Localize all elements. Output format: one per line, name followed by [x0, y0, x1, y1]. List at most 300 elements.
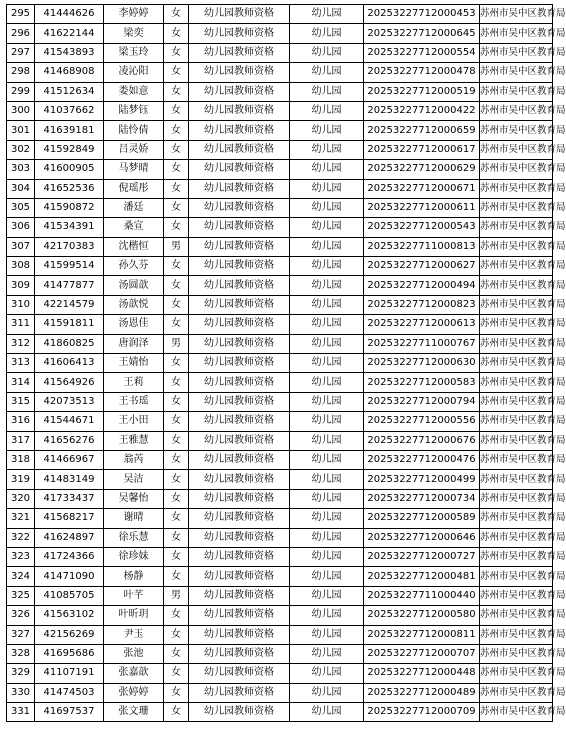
- issuing-authority-cell: 苏州市吴中区教育局: [480, 625, 553, 644]
- issuing-authority-cell: 苏州市吴中区教育局: [480, 218, 553, 237]
- qualification-type-cell: 幼儿园教师资格: [189, 373, 290, 392]
- qualification-type-cell: 幼儿园教师资格: [189, 625, 290, 644]
- qualification-type-cell: 幼儿园教师资格: [189, 450, 290, 469]
- applicant-id-cell: 41037662: [35, 101, 104, 120]
- certificate-number-cell: 20253227712000659: [364, 121, 480, 140]
- applicant-id-cell: 41592849: [35, 140, 104, 159]
- gender-cell: 女: [164, 354, 189, 373]
- gender-cell: 女: [164, 703, 189, 722]
- gender-cell: 女: [164, 43, 189, 62]
- applicant-id-cell: 41860825: [35, 334, 104, 353]
- qualification-type-cell: 幼儿园教师资格: [189, 101, 290, 120]
- issuing-authority-cell: 苏州市吴中区教育局: [480, 586, 553, 605]
- table-row: [7, 450, 553, 469]
- issuing-authority-cell: 苏州市吴中区教育局: [480, 509, 553, 528]
- qualification-type-cell: 幼儿园教师资格: [189, 703, 290, 722]
- issuing-authority-cell: 苏州市吴中区教育局: [480, 373, 553, 392]
- gender-cell: 男: [164, 334, 189, 353]
- row-seq-cell: 321: [7, 509, 35, 528]
- subject-cell: 幼儿园: [290, 354, 364, 373]
- row-seq-cell: 317: [7, 431, 35, 450]
- subject-cell: 幼儿园: [290, 24, 364, 43]
- subject-cell: 幼儿园: [290, 392, 364, 411]
- applicant-id-cell: 41543893: [35, 43, 104, 62]
- row-seq-cell: 306: [7, 218, 35, 237]
- qualification-type-cell: 幼儿园教师资格: [189, 412, 290, 431]
- applicant-name-cell: 吴馨怡: [104, 489, 164, 508]
- qualification-type-cell: 幼儿园教师资格: [189, 198, 290, 217]
- subject-cell: 幼儿园: [290, 567, 364, 586]
- applicant-id-cell: 41590872: [35, 198, 104, 217]
- subject-cell: 幼儿园: [290, 160, 364, 179]
- certificate-number-cell: 20253227712000448: [364, 664, 480, 683]
- table-row: [7, 24, 553, 43]
- certificate-number-cell: 20253227712000554: [364, 43, 480, 62]
- roster-body: [7, 5, 566, 722]
- issuing-authority-cell: 苏州市吴中区教育局: [480, 5, 553, 24]
- qualification-type-cell: 幼儿园教师资格: [189, 567, 290, 586]
- applicant-name-cell: 沈楷恒: [104, 237, 164, 256]
- applicant-name-cell: 张文珊: [104, 703, 164, 722]
- applicant-name-cell: 桑宣: [104, 218, 164, 237]
- applicant-name-cell: 王书瑶: [104, 392, 164, 411]
- applicant-name-cell: 陆怜倩: [104, 121, 164, 140]
- applicant-name-cell: 谢晴: [104, 509, 164, 528]
- applicant-name-cell: 娄如意: [104, 82, 164, 101]
- gender-cell: 女: [164, 664, 189, 683]
- certificate-number-cell: 20253227712000734: [364, 489, 480, 508]
- applicant-id-cell: 41474503: [35, 683, 104, 702]
- gender-cell: 女: [164, 683, 189, 702]
- qualification-type-cell: 幼儿园教师资格: [189, 644, 290, 663]
- row-seq-cell: 319: [7, 470, 35, 489]
- certificate-number-cell: 20253227711000813: [364, 237, 480, 256]
- table-row: [7, 547, 553, 566]
- gender-cell: 女: [164, 489, 189, 508]
- applicant-id-cell: 41599514: [35, 257, 104, 276]
- table-row: [7, 295, 553, 314]
- applicant-id-cell: 41466967: [35, 450, 104, 469]
- row-seq-cell: 329: [7, 664, 35, 683]
- qualification-type-cell: 幼儿园教师资格: [189, 528, 290, 547]
- row-seq-cell: 327: [7, 625, 35, 644]
- table-row: [7, 257, 553, 276]
- subject-cell: 幼儿园: [290, 606, 364, 625]
- gender-cell: 男: [164, 237, 189, 256]
- gender-cell: 女: [164, 625, 189, 644]
- table-row: [7, 489, 553, 508]
- gender-cell: 女: [164, 431, 189, 450]
- subject-cell: 幼儿园: [290, 528, 364, 547]
- certificate-number-cell: 20253227712000543: [364, 218, 480, 237]
- certificate-number-cell: 20253227712000629: [364, 160, 480, 179]
- gender-cell: 女: [164, 315, 189, 334]
- subject-cell: 幼儿园: [290, 63, 364, 82]
- issuing-authority-cell: 苏州市吴中区教育局: [480, 276, 553, 295]
- table-row: [7, 412, 553, 431]
- issuing-authority-cell: 苏州市吴中区教育局: [480, 528, 553, 547]
- table-row: [7, 392, 553, 411]
- gender-cell: 女: [164, 121, 189, 140]
- applicant-name-cell: 倪瑶彤: [104, 179, 164, 198]
- row-seq-cell: 304: [7, 179, 35, 198]
- qualification-type-cell: 幼儿园教师资格: [189, 121, 290, 140]
- certificate-number-cell: 20253227712000823: [364, 295, 480, 314]
- certificate-number-cell: 20253227712000499: [364, 470, 480, 489]
- row-seq-cell: 315: [7, 392, 35, 411]
- subject-cell: 幼儿园: [290, 43, 364, 62]
- applicant-id-cell: 41600905: [35, 160, 104, 179]
- qualification-type-cell: 幼儿园教师资格: [189, 354, 290, 373]
- certificate-number-cell: 20253227712000589: [364, 509, 480, 528]
- row-seq-cell: 299: [7, 82, 35, 101]
- applicant-name-cell: 汤恩佳: [104, 315, 164, 334]
- certificate-number-cell: 20253227712000727: [364, 547, 480, 566]
- issuing-authority-cell: 苏州市吴中区教育局: [480, 43, 553, 62]
- table-row: [7, 198, 553, 217]
- applicant-name-cell: 汤歆悦: [104, 295, 164, 314]
- applicant-id-cell: 42214579: [35, 295, 104, 314]
- subject-cell: 幼儿园: [290, 412, 364, 431]
- table-row: [7, 354, 553, 373]
- issuing-authority-cell: 苏州市吴中区教育局: [480, 315, 553, 334]
- gender-cell: 女: [164, 101, 189, 120]
- applicant-id-cell: 41085705: [35, 586, 104, 605]
- certificate-number-cell: 20253227712000613: [364, 315, 480, 334]
- applicant-id-cell: 41568217: [35, 509, 104, 528]
- table-row: [7, 644, 553, 663]
- applicant-id-cell: 41534391: [35, 218, 104, 237]
- certificate-number-cell: 20253227712000676: [364, 431, 480, 450]
- certificate-number-cell: 20253227712000671: [364, 179, 480, 198]
- table-row: [7, 121, 553, 140]
- certificate-number-cell: 20253227712000494: [364, 276, 480, 295]
- row-seq-cell: 301: [7, 121, 35, 140]
- table-row: [7, 528, 553, 547]
- applicant-name-cell: 马梦晴: [104, 160, 164, 179]
- gender-cell: 女: [164, 509, 189, 528]
- issuing-authority-cell: 苏州市吴中区教育局: [480, 431, 553, 450]
- row-seq-cell: 305: [7, 198, 35, 217]
- qualification-type-cell: 幼儿园教师资格: [189, 5, 290, 24]
- qualification-type-cell: 幼儿园教师资格: [189, 334, 290, 353]
- row-seq-cell: 298: [7, 63, 35, 82]
- gender-cell: 女: [164, 644, 189, 663]
- qualification-type-cell: 幼儿园教师资格: [189, 218, 290, 237]
- qualification-type-cell: 幼儿园教师资格: [189, 586, 290, 605]
- gender-cell: 女: [164, 567, 189, 586]
- row-seq-cell: 330: [7, 683, 35, 702]
- applicant-name-cell: 徐珍妹: [104, 547, 164, 566]
- certificate-number-cell: 20253227712000453: [364, 5, 480, 24]
- table-row: [7, 664, 553, 683]
- applicant-id-cell: 41622144: [35, 24, 104, 43]
- applicant-id-cell: 41107191: [35, 664, 104, 683]
- subject-cell: 幼儿园: [290, 276, 364, 295]
- applicant-name-cell: 王雅慧: [104, 431, 164, 450]
- issuing-authority-cell: 苏州市吴中区教育局: [480, 606, 553, 625]
- applicant-name-cell: 王婧怡: [104, 354, 164, 373]
- applicant-name-cell: 叶芊: [104, 586, 164, 605]
- gender-cell: 女: [164, 470, 189, 489]
- applicant-id-cell: 42170383: [35, 237, 104, 256]
- gender-cell: 女: [164, 412, 189, 431]
- gender-cell: 女: [164, 140, 189, 159]
- issuing-authority-cell: 苏州市吴中区教育局: [480, 489, 553, 508]
- row-seq-cell: 324: [7, 567, 35, 586]
- applicant-name-cell: 梁奕: [104, 24, 164, 43]
- gender-cell: 女: [164, 24, 189, 43]
- subject-cell: 幼儿园: [290, 237, 364, 256]
- gender-cell: 女: [164, 5, 189, 24]
- table-row: [7, 606, 553, 625]
- certificate-number-cell: 20253227712000476: [364, 450, 480, 469]
- qualification-type-cell: 幼儿园教师资格: [189, 392, 290, 411]
- issuing-authority-cell: 苏州市吴中区教育局: [480, 547, 553, 566]
- gender-cell: 女: [164, 606, 189, 625]
- qualification-type-cell: 幼儿园教师资格: [189, 683, 290, 702]
- table-row: [7, 586, 553, 605]
- applicant-name-cell: 张婷婷: [104, 683, 164, 702]
- table-row: [7, 625, 553, 644]
- issuing-authority-cell: 苏州市吴中区教育局: [480, 644, 553, 663]
- qualification-type-cell: 幼儿园教师资格: [189, 63, 290, 82]
- issuing-authority-cell: 苏州市吴中区教育局: [480, 703, 553, 722]
- applicant-id-cell: 41483149: [35, 470, 104, 489]
- row-seq-cell: 303: [7, 160, 35, 179]
- applicant-id-cell: 41606413: [35, 354, 104, 373]
- subject-cell: 幼儿园: [290, 5, 364, 24]
- issuing-authority-cell: 苏州市吴中区教育局: [480, 63, 553, 82]
- table-row: [7, 431, 553, 450]
- row-seq-cell: 300: [7, 101, 35, 120]
- certificate-number-cell: 20253227711000440: [364, 586, 480, 605]
- applicant-name-cell: 唐润泽: [104, 334, 164, 353]
- applicant-name-cell: 凌沁阳: [104, 63, 164, 82]
- table-row: [7, 140, 553, 159]
- table-row: [7, 334, 553, 353]
- certificate-number-cell: 20253227712000627: [364, 257, 480, 276]
- row-seq-cell: 322: [7, 528, 35, 547]
- certificate-number-cell: 20253227712000646: [364, 528, 480, 547]
- certificate-number-cell: 20253227712000519: [364, 82, 480, 101]
- table-row: [7, 373, 553, 392]
- certificate-number-cell: 20253227712000556: [364, 412, 480, 431]
- subject-cell: 幼儿园: [290, 470, 364, 489]
- issuing-authority-cell: 苏州市吴中区教育局: [480, 160, 553, 179]
- qualification-type-cell: 幼儿园教师资格: [189, 257, 290, 276]
- row-seq-cell: 328: [7, 644, 35, 663]
- issuing-authority-cell: 苏州市吴中区教育局: [480, 683, 553, 702]
- issuing-authority-cell: 苏州市吴中区教育局: [480, 334, 553, 353]
- subject-cell: 幼儿园: [290, 586, 364, 605]
- row-seq-cell: 318: [7, 450, 35, 469]
- qualification-type-cell: 幼儿园教师资格: [189, 606, 290, 625]
- applicant-id-cell: 41591811: [35, 315, 104, 334]
- certificate-number-cell: 20253227711000767: [364, 334, 480, 353]
- certificate-number-cell: 20253227712000583: [364, 373, 480, 392]
- certificate-number-cell: 20253227712000617: [364, 140, 480, 159]
- qualification-type-cell: 幼儿园教师资格: [189, 276, 290, 295]
- row-seq-cell: 312: [7, 334, 35, 353]
- subject-cell: 幼儿园: [290, 431, 364, 450]
- applicant-id-cell: 41733437: [35, 489, 104, 508]
- table-row: [7, 82, 553, 101]
- table-row: [7, 567, 553, 586]
- table-row: [7, 683, 553, 702]
- subject-cell: 幼儿园: [290, 140, 364, 159]
- subject-cell: 幼儿园: [290, 683, 364, 702]
- qualification-type-cell: 幼儿园教师资格: [189, 547, 290, 566]
- qualification-type-cell: 幼儿园教师资格: [189, 160, 290, 179]
- qualification-type-cell: 幼儿园教师资格: [189, 82, 290, 101]
- applicant-name-cell: 孙久芬: [104, 257, 164, 276]
- gender-cell: 男: [164, 586, 189, 605]
- applicant-name-cell: 吴洁: [104, 470, 164, 489]
- certificate-number-cell: 20253227712000707: [364, 644, 480, 663]
- gender-cell: 女: [164, 392, 189, 411]
- subject-cell: 幼儿园: [290, 198, 364, 217]
- certificate-number-cell: 20253227712000645: [364, 24, 480, 43]
- qualification-type-cell: 幼儿园教师资格: [189, 315, 290, 334]
- certificate-number-cell: 20253227712000481: [364, 567, 480, 586]
- certificate-number-cell: 20253227712000811: [364, 625, 480, 644]
- gender-cell: 女: [164, 547, 189, 566]
- row-seq-cell: 297: [7, 43, 35, 62]
- qualification-type-cell: 幼儿园教师资格: [189, 140, 290, 159]
- subject-cell: 幼儿园: [290, 315, 364, 334]
- applicant-name-cell: 陆梦钰: [104, 101, 164, 120]
- row-seq-cell: 323: [7, 547, 35, 566]
- applicant-id-cell: 41624897: [35, 528, 104, 547]
- applicant-id-cell: 41697537: [35, 703, 104, 722]
- issuing-authority-cell: 苏州市吴中区教育局: [480, 470, 553, 489]
- row-seq-cell: 302: [7, 140, 35, 159]
- row-seq-cell: 307: [7, 237, 35, 256]
- row-seq-cell: 320: [7, 489, 35, 508]
- applicant-id-cell: 41512634: [35, 82, 104, 101]
- qualification-type-cell: 幼儿园教师资格: [189, 24, 290, 43]
- applicant-id-cell: 41652536: [35, 179, 104, 198]
- issuing-authority-cell: 苏州市吴中区教育局: [480, 237, 553, 256]
- issuing-authority-cell: 苏州市吴中区教育局: [480, 450, 553, 469]
- issuing-authority-cell: 苏州市吴中区教育局: [480, 140, 553, 159]
- row-seq-cell: 308: [7, 257, 35, 276]
- issuing-authority-cell: 苏州市吴中区教育局: [480, 198, 553, 217]
- subject-cell: 幼儿园: [290, 625, 364, 644]
- applicant-id-cell: 41724366: [35, 547, 104, 566]
- subject-cell: 幼儿园: [290, 257, 364, 276]
- applicant-id-cell: 41471090: [35, 567, 104, 586]
- applicant-name-cell: 杨静: [104, 567, 164, 586]
- applicant-id-cell: 41468908: [35, 63, 104, 82]
- applicant-id-cell: 41444626: [35, 5, 104, 24]
- subject-cell: 幼儿园: [290, 295, 364, 314]
- certificate-number-cell: 20253227712000794: [364, 392, 480, 411]
- row-seq-cell: 314: [7, 373, 35, 392]
- gender-cell: 女: [164, 528, 189, 547]
- roster-table: [6, 4, 566, 722]
- subject-cell: 幼儿园: [290, 218, 364, 237]
- table-row: [7, 179, 553, 198]
- table-row: [7, 276, 553, 295]
- applicant-name-cell: 王莉: [104, 373, 164, 392]
- qualification-type-cell: 幼儿园教师资格: [189, 179, 290, 198]
- issuing-authority-cell: 苏州市吴中区教育局: [480, 567, 553, 586]
- qualification-type-cell: 幼儿园教师资格: [189, 509, 290, 528]
- applicant-id-cell: 41656276: [35, 431, 104, 450]
- certificate-number-cell: 20253227712000478: [364, 63, 480, 82]
- gender-cell: 女: [164, 257, 189, 276]
- subject-cell: 幼儿园: [290, 101, 364, 120]
- qualification-type-cell: 幼儿园教师资格: [189, 431, 290, 450]
- gender-cell: 女: [164, 160, 189, 179]
- table-row: [7, 101, 553, 120]
- certificate-number-cell: 20253227712000422: [364, 101, 480, 120]
- gender-cell: 女: [164, 63, 189, 82]
- applicant-id-cell: 41639181: [35, 121, 104, 140]
- subject-cell: 幼儿园: [290, 547, 364, 566]
- row-seq-cell: 311: [7, 315, 35, 334]
- subject-cell: 幼儿园: [290, 450, 364, 469]
- applicant-name-cell: 汤圆歆: [104, 276, 164, 295]
- qualification-type-cell: 幼儿园教师资格: [189, 470, 290, 489]
- qualification-type-cell: 幼儿园教师资格: [189, 664, 290, 683]
- qualification-type-cell: 幼儿园教师资格: [189, 295, 290, 314]
- subject-cell: 幼儿园: [290, 121, 364, 140]
- applicant-id-cell: 41544671: [35, 412, 104, 431]
- gender-cell: 女: [164, 218, 189, 237]
- applicant-name-cell: 王小田: [104, 412, 164, 431]
- subject-cell: 幼儿园: [290, 179, 364, 198]
- certificate-number-cell: 20253227712000630: [364, 354, 480, 373]
- certificate-number-cell: 20253227712000489: [364, 683, 480, 702]
- applicant-id-cell: 41695686: [35, 644, 104, 663]
- subject-cell: 幼儿园: [290, 373, 364, 392]
- issuing-authority-cell: 苏州市吴中区教育局: [480, 412, 553, 431]
- subject-cell: 幼儿园: [290, 82, 364, 101]
- applicant-id-cell: 41477877: [35, 276, 104, 295]
- subject-cell: 幼儿园: [290, 664, 364, 683]
- qualification-type-cell: 幼儿园教师资格: [189, 237, 290, 256]
- table-row: [7, 237, 553, 256]
- table-row: [7, 218, 553, 237]
- gender-cell: 女: [164, 450, 189, 469]
- subject-cell: 幼儿园: [290, 489, 364, 508]
- issuing-authority-cell: 苏州市吴中区教育局: [480, 24, 553, 43]
- subject-cell: 幼儿园: [290, 644, 364, 663]
- qualification-type-cell: 幼儿园教师资格: [189, 489, 290, 508]
- subject-cell: 幼儿园: [290, 509, 364, 528]
- row-seq-cell: 326: [7, 606, 35, 625]
- table-row: [7, 470, 553, 489]
- subject-cell: 幼儿园: [290, 703, 364, 722]
- applicant-name-cell: 翁芮: [104, 450, 164, 469]
- table-row: [7, 5, 553, 24]
- gender-cell: 女: [164, 198, 189, 217]
- table-row: [7, 509, 553, 528]
- qualification-type-cell: 幼儿园教师资格: [189, 43, 290, 62]
- issuing-authority-cell: 苏州市吴中区教育局: [480, 354, 553, 373]
- applicant-id-cell: 42156269: [35, 625, 104, 644]
- subject-cell: 幼儿园: [290, 334, 364, 353]
- table-row: [7, 703, 553, 722]
- issuing-authority-cell: 苏州市吴中区教育局: [480, 179, 553, 198]
- issuing-authority-cell: 苏州市吴中区教育局: [480, 257, 553, 276]
- issuing-authority-cell: 苏州市吴中区教育局: [480, 101, 553, 120]
- row-seq-cell: 325: [7, 586, 35, 605]
- gender-cell: 女: [164, 276, 189, 295]
